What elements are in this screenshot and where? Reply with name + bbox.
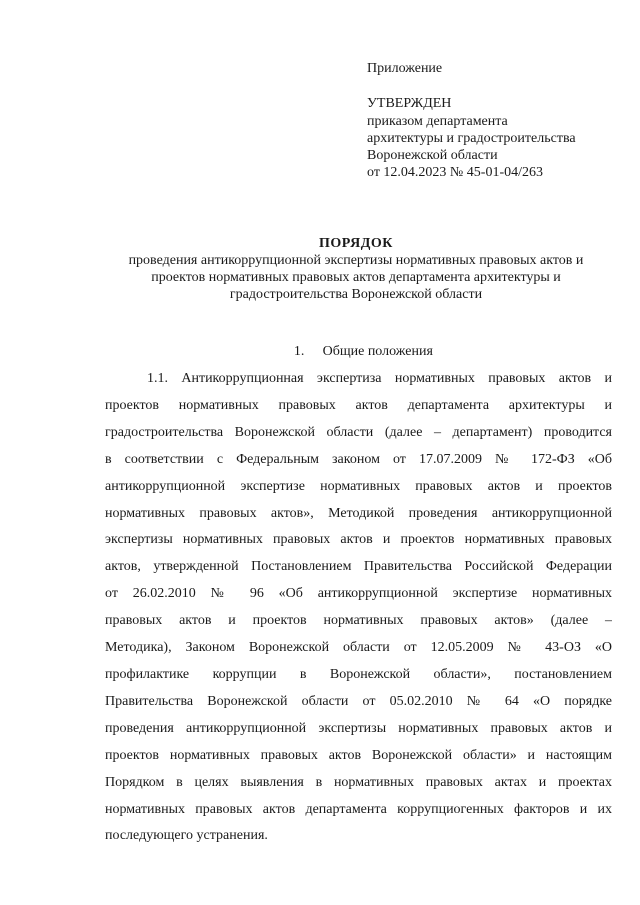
attachment-label: Приложение	[367, 61, 443, 76]
paragraph-line: от 26.02.2010 № 96 «Об антикоррупционной экспертизе нормативных	[105, 586, 612, 602]
paragraph-line: правовых актов и проектов нормативных правовых актов» (далее –	[105, 613, 612, 629]
document-subtitle-line: проектов нормативных правовых актов департамента архитектуры и	[151, 270, 561, 285]
paragraph-line: градостроительства Воронежской области (далее – департамент) проводится	[105, 424, 612, 440]
paragraph-line: Порядком в целях выявления в нормативных правовых актах и проектах	[105, 774, 612, 790]
approval-line: приказом департамента	[367, 114, 508, 129]
section-heading	[96, 343, 616, 360]
approval-line: архитектуры и градостроительства	[367, 131, 576, 146]
document-title-block	[96, 235, 616, 303]
paragraph-line: 1.1. Антикоррупционная экспертиза нормативных правовых актов и	[147, 371, 612, 386]
document-subtitle-line: проведения антикоррупционной экспертизы нормативных правовых актов и	[128, 253, 584, 268]
approval-date-line: от 12.04.2023 № 45-01-04/263	[367, 165, 544, 180]
paragraph-line: экспертизы нормативных правовых актов и проектов нормативных правовых	[105, 532, 612, 548]
document-title: ПОРЯДОК	[319, 236, 393, 251]
approved-label: УТВЕРЖДЕН	[367, 96, 452, 111]
paragraph-line: Правительства Воронежской области от 05.02.2010 № 64 «О порядке	[105, 693, 612, 709]
paragraph-line: профилактике коррупции в Воронежской области», постановлением	[105, 666, 612, 682]
paragraph-line: актов, утвержденной Постановлением Правительства Российской Федерации	[105, 559, 612, 575]
paragraph-1-1	[105, 366, 612, 850]
section-title: Общие положения	[322, 344, 433, 359]
paragraph-line: нормативных правовых актов департамента коррупциогенных факторов и их	[105, 801, 612, 817]
approval-line: Воронежской области	[367, 148, 498, 163]
approval-block	[367, 60, 617, 181]
paragraph-line: нормативных правовых актов», Методикой проведения антикоррупционной	[105, 505, 612, 521]
paragraph-line: последующего устранения.	[105, 828, 268, 844]
paragraph-line: проектов нормативных правовых актов Воронежской области» и настоящим	[105, 747, 612, 763]
paragraph-line: Методика), Законом Воронежской области от 12.05.2009 № 43-ОЗ «О	[105, 640, 612, 656]
paragraph-line: антикоррупционной экспертизе нормативных правовых актов и проектов	[105, 478, 612, 494]
paragraph-line: проектов нормативных правовых актов департамента архитектуры и	[105, 397, 612, 413]
section-number: 1.	[293, 344, 305, 359]
paragraph-line: в соответствии с Федеральным законом от 17.07.2009 № 172-ФЗ «Об	[105, 451, 612, 467]
paragraph-line: проведения антикоррупционной экспертизы нормативных правовых актов и	[105, 720, 612, 736]
document-subtitle-line: градостроительства Воронежской области	[229, 287, 483, 302]
